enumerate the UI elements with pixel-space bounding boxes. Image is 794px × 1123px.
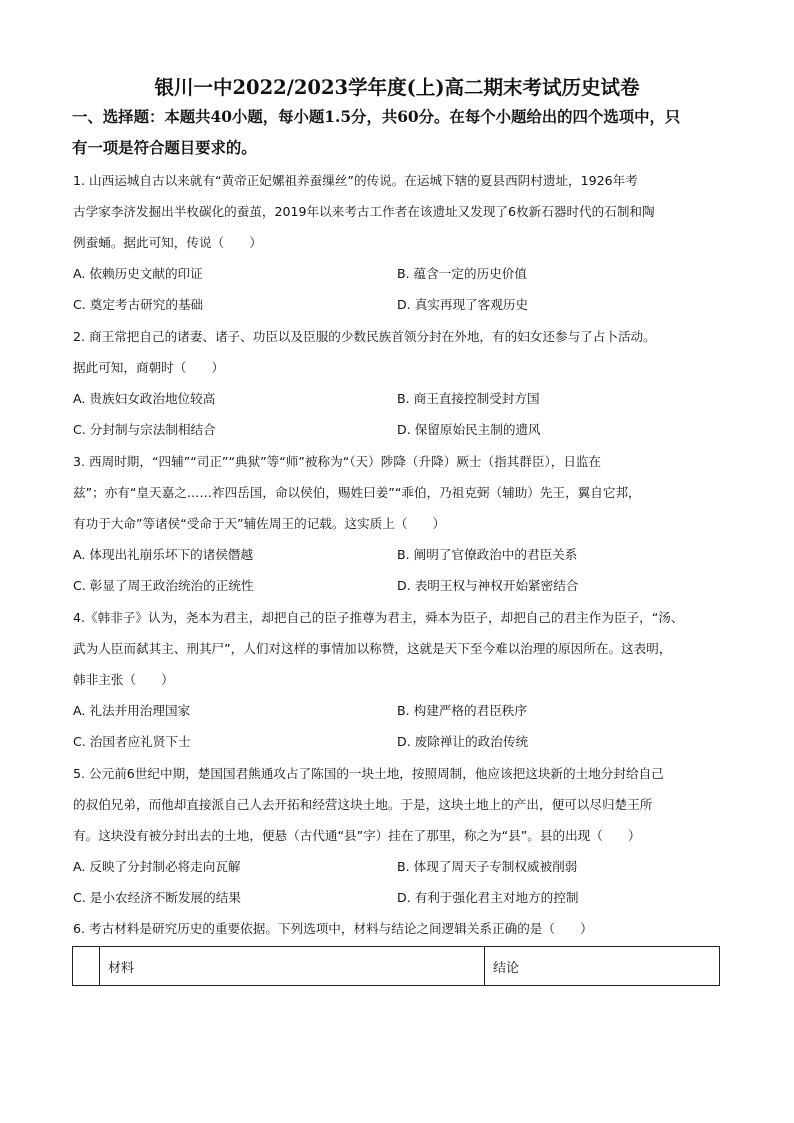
question-2-line-1: 2. 商王常把自己的诸妻、诸子、功臣以及臣服的少数民族首领分封在外地，有的妇女还参与了占卜活动。 [73,329,656,344]
question-5-option-a: A. 反映了分封制必将走向瓦解 [73,859,241,874]
question-1-option-d: D. 真实再现了客观历史 [397,297,529,312]
question-5-line-3: 有。这块没有被分封出去的土地，便悬（古代通“县”字）挂在了那里，称之为“县”。县的出现（ ） [73,828,641,843]
question-1-option-a: A. 依赖历史文献的印证 [73,266,203,281]
table-row [73,947,720,986]
question-5-option-c: C. 是小农经济不断发展的结果 [73,890,241,905]
question-3-line-1: 3. 西周时期，“四辅”“司正”“典狱”等“师”被称为“（天）陟降（升降）厥士（指其群臣），日监在 [73,454,602,469]
question-4-option-d: D. 废除禅让的政治传统 [397,734,529,749]
answer-table [72,946,720,986]
question-1-option-b: B. 蕴含一定的历史价值 [397,266,527,281]
question-1-line-2: 古学家李济发掘出半枚碳化的蚕茧，2019年以来考古工作者在该遗址又发现了6枚新石器时代的石制和陶 [73,204,655,219]
section-heading-line-2: 有一项是符合题目要求的。 [72,139,257,157]
question-3-option-d: D. 表明王权与神权开始紧密结合 [397,578,579,593]
table-header-material: 材料 [100,947,485,986]
question-1-line-3: 例蚕蛹。据此可知，传说（ ） [73,235,262,250]
question-3-line-2: 兹”；亦有“皇天嘉之……祚四岳国，命以侯伯，赐姓曰姜”“乖伯，乃祖克弼（辅助）先王，翼自它邦， [73,485,641,500]
section-heading-line-1: 一、选择题：本题共40小题，每小题1.5分，共60分。在每个小题给出的四个选项中，只 [72,108,681,126]
question-3-option-b: B. 阐明了官僚政治中的君臣关系 [397,547,578,562]
question-4-line-1: 4.《韩非子》认为，尧本为君主，却把自己的臣子推尊为君主，舜本为臣子，却把自己的君主作为臣子，“汤、 [73,610,684,625]
question-4-line-2: 武为人臣而弑其主、刑其尸”，人们对这样的事情加以称赞，这就是天下至今难以治理的原因所在。这表明， [73,641,672,656]
question-1-line-1: 1. 山西运城自古以来就有“黄帝正妃嫘祖养蚕缫丝”的传说。在运城下辖的夏县西阴村遗址，1926年考 [73,173,638,188]
question-2-line-2: 据此可知，商朝时（ ） [73,360,225,375]
question-4-option-b: B. 构建严格的君臣秩序 [397,703,527,718]
question-3-line-3: 有功于大命”等诸侯“受命于天”辅佐周王的记载。这实质上（ ） [73,516,446,531]
question-4-option-c: C. 治国者应礼贤下士 [73,734,191,749]
question-1-option-c: C. 奠定考古研究的基础 [73,297,204,312]
question-4-option-a: A. 礼法并用治理国家 [73,703,191,718]
question-5-option-b: B. 体现了周天子专制权威被削弱 [397,859,578,874]
question-4-line-3: 韩非主张（ ） [73,672,174,687]
question-3-option-a: A. 体现出礼崩乐坏下的诸侯僭越 [73,547,254,562]
table-header-cell-index [73,947,100,986]
question-2-option-b: B. 商王直接控制受封方国 [397,391,540,406]
question-2-option-c: C. 分封制与宗法制相结合 [73,422,216,437]
question-3-option-c: C. 彰显了周王政治统治的正统性 [73,578,254,593]
question-2-option-a: A. 贵族妇女政治地位较高 [73,391,216,406]
question-5-line-2: 的叔伯兄弟，而他却直接派自己人去开拓和经营这块土地。于是，这块土地上的产出，便可以尽归楚王所 [73,797,653,812]
table-header-conclusion: 结论 [485,947,720,986]
page-title: 银川一中2022/2023学年度(上)高二期末考试历史试卷 [154,76,640,99]
question-5-line-1: 5. 公元前6世纪中期，楚国国君熊通攻占了陈国的一块土地，按照周制，他应该把这块新的土地分封给自己 [73,766,664,781]
question-6-line-1: 6. 考古材料是研究历史的重要依据。下列选项中，材料与结论之间逻辑关系正确的是（ ） [73,921,593,936]
question-2-option-d: D. 保留原始民主制的遗风 [397,422,541,437]
question-5-option-d: D. 有利于强化君主对地方的控制 [397,890,579,905]
